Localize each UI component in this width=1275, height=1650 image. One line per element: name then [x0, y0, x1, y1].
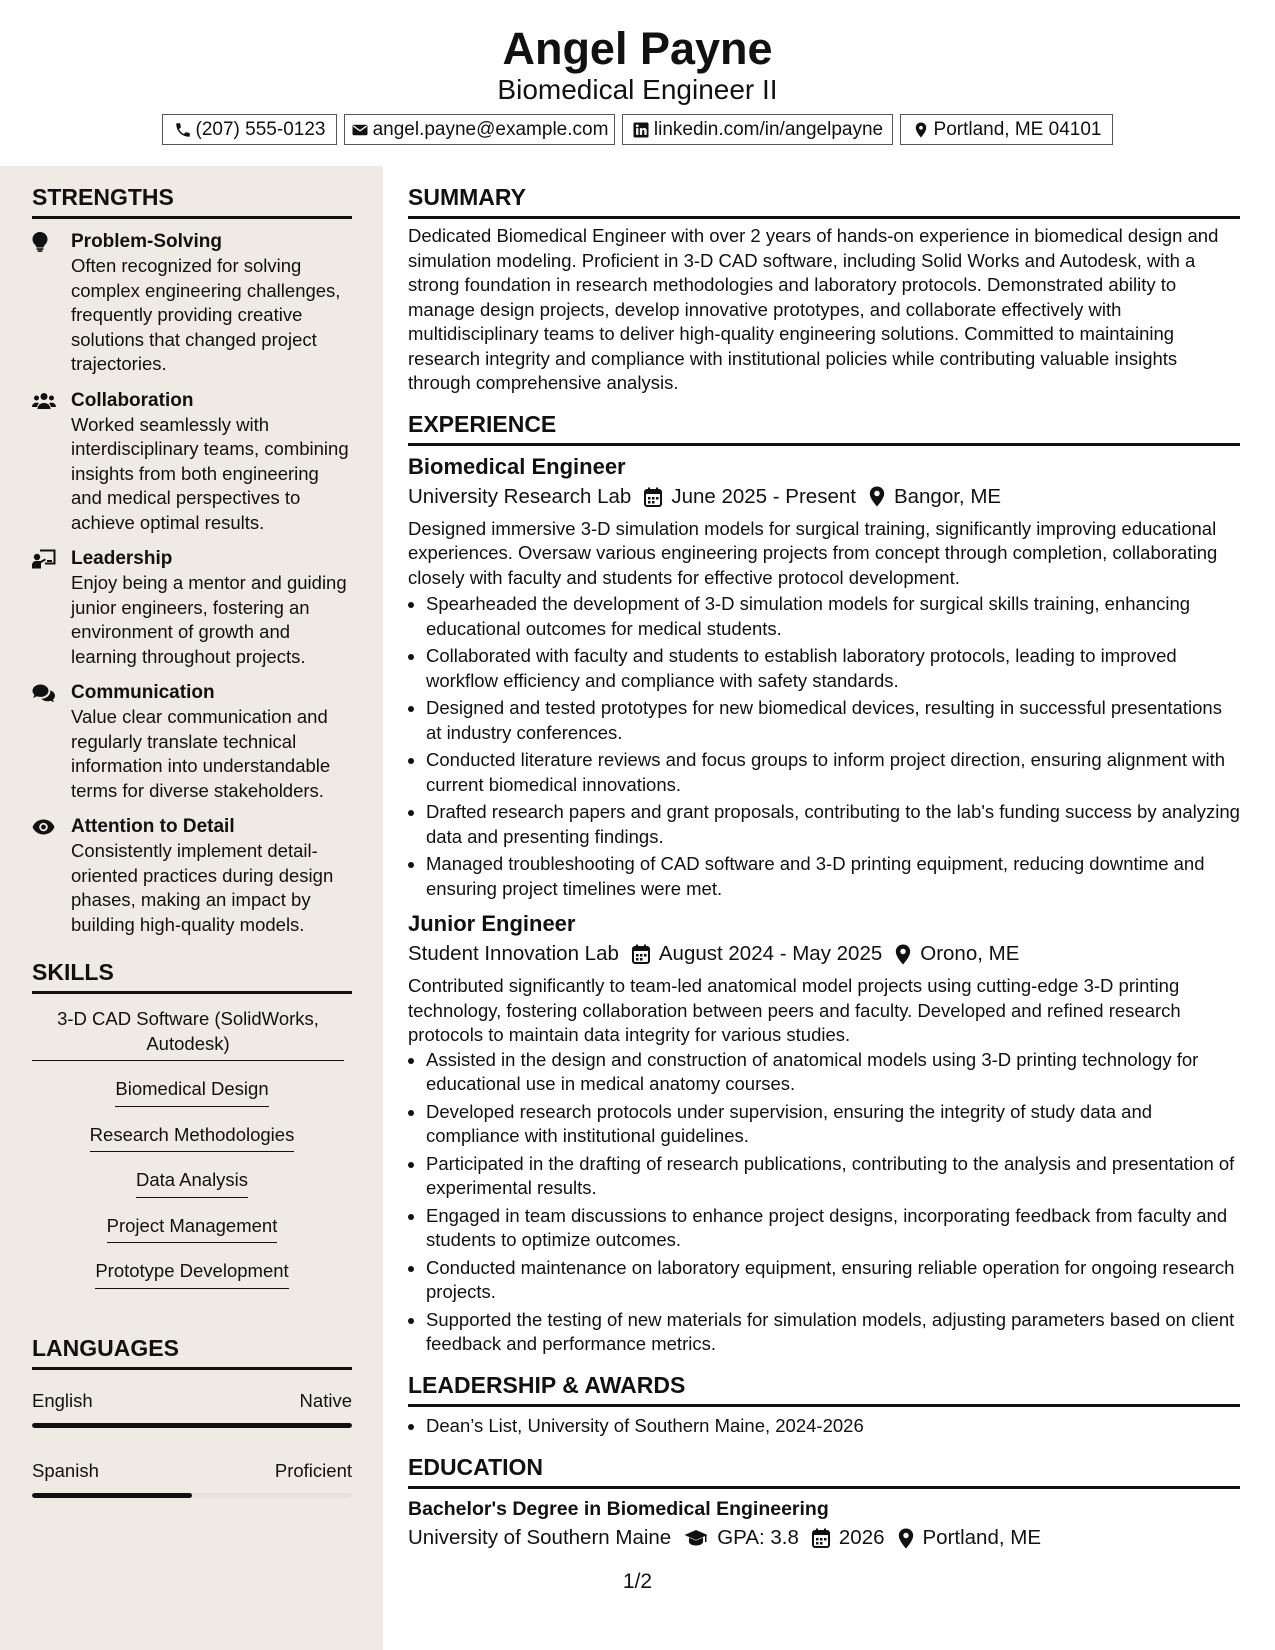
- strength-item: [32, 814, 352, 937]
- language-proficiency-fill: [32, 1423, 352, 1428]
- strength-item: [32, 229, 352, 377]
- strength-title: Problem-Solving: [71, 231, 222, 252]
- resume-header: [0, 0, 1275, 166]
- calendar-icon: [812, 1528, 830, 1548]
- skill-tag: Data Analysis: [136, 1168, 248, 1198]
- page-number: 1/2: [622, 1570, 653, 1593]
- job-dates: June 2025 - Present: [671, 484, 856, 508]
- contact-phone-text: (207) 555-0123: [195, 118, 326, 140]
- languages-section: [32, 1333, 352, 1498]
- skills-section: [32, 957, 352, 1289]
- contact-phone[interactable]: [162, 114, 337, 145]
- lightbulb-icon: [32, 232, 56, 252]
- strength-title: Communication: [71, 682, 215, 703]
- summary-text: Dedicated Biomedical Engineer with over 2 years of hands-on experience in biomedical design and simulation modeling. Proficient in 3-D CAD software, including Solid Works and Autodesk, with a strong foundation in research methodologies and laboratory protocols. Demonstrated ability to manage design projects, develop innovative prototypes, and collaborate effectively with multidisciplinary teams to deliver high-quality engineering solutions. Committed to maintaining research integrity and compliance with institutional policies while contributing valuable insights through comprehensive analysis.: [408, 225, 1219, 393]
- skills-heading: SKILLS: [32, 957, 352, 994]
- job-bullet: • Developed research protocols under supervision, ensuring the integrity of study data and compliance with institutional guidelines.: [426, 1100, 1240, 1149]
- skill-tag: Project Management: [107, 1214, 278, 1244]
- job-bullet: • Designed and tested prototypes for new biomedical devices, resulting in successful presentations at industry conferences.: [426, 696, 1240, 745]
- education-gpa: GPA: 3.8: [717, 1526, 799, 1549]
- candidate-name: Angel Payne: [502, 23, 773, 74]
- sidebar: [0, 166, 383, 1650]
- job-location: Bangor, ME: [893, 484, 1002, 508]
- language-name: Spanish: [32, 1459, 99, 1481]
- job-bullet: • Spearheaded the development of 3-D simulation models for surgical skills training, enhancing educational outcomes for medical students.: [426, 592, 1240, 641]
- job-bullets: [408, 1048, 1240, 1357]
- job-description: Contributed significantly to team-led anatomical model projects using cutting-edge 3-D printing technology, fostering collaboration between peers and faculty. Developed and refined research protocols to maintain data integrity for various studies.: [408, 975, 1181, 1045]
- main-content: [408, 166, 1240, 1552]
- experience-section: [408, 409, 1240, 1357]
- job-role: Biomedical Engineer: [408, 453, 626, 479]
- contact-linkedin[interactable]: [622, 114, 893, 145]
- strengths-section: [32, 182, 352, 937]
- language-level: Proficient: [274, 1459, 352, 1481]
- strength-item: [32, 680, 352, 803]
- education-location: Portland, ME: [922, 1526, 1041, 1549]
- job-bullet: • Managed troubleshooting of CAD software and 3-D printing equipment, reducing downtime and ensuring project timelines were met.: [426, 852, 1240, 901]
- strength-title: Leadership: [71, 548, 173, 569]
- strength-description: Value clear communication and regularly translate technical information into understandable terms for diverse stakeholders.: [71, 706, 331, 801]
- job-location: Orono, ME: [920, 942, 1020, 965]
- users-icon: [32, 391, 56, 411]
- job-bullet: • Conducted maintenance on laboratory equipment, ensuring reliable operation for ongoing research projects.: [426, 1256, 1240, 1305]
- language-proficiency-fill: [32, 1493, 192, 1498]
- linkedin-icon: [632, 121, 650, 139]
- job-entry: [408, 910, 1240, 1357]
- job-meta: [408, 940, 1240, 968]
- map-marker-icon: [869, 486, 885, 507]
- skill-tag: Biomedical Design: [115, 1077, 268, 1107]
- job-meta: [408, 483, 1240, 511]
- job-bullet: • Assisted in the design and construction of anatomical models using 3-D printing technology for educational use in medical anatomy courses.: [426, 1048, 1240, 1097]
- contact-location[interactable]: [900, 114, 1113, 145]
- skill-tag: Prototype Development: [95, 1259, 288, 1289]
- language-row: [32, 1389, 352, 1413]
- strength-title: Attention to Detail: [71, 816, 235, 837]
- calendar-icon: [632, 944, 650, 964]
- job-bullets: [408, 592, 1240, 901]
- award-item: • Dean’s List, University of Southern Maine, 2024-2026: [426, 1414, 1240, 1439]
- skill-tag: 3-D CAD Software (SolidWorks, Autodesk): [32, 1007, 344, 1061]
- education-section: [408, 1452, 1240, 1552]
- envelope-icon: [351, 121, 369, 139]
- strengths-heading: STRENGTHS: [32, 182, 352, 219]
- contact-email-text: angel.payne@example.com: [372, 118, 609, 140]
- language-item: [32, 1389, 352, 1428]
- skill-row: [32, 1214, 352, 1244]
- awards-heading: LEADERSHIP & AWARDS: [408, 1370, 1240, 1407]
- summary-heading: SUMMARY: [408, 182, 1240, 219]
- map-marker-icon: [912, 121, 930, 139]
- job-organization: University Research Lab: [408, 484, 632, 508]
- skills-list: [32, 1007, 352, 1289]
- language-name: English: [32, 1389, 93, 1411]
- education-meta: [408, 1524, 1240, 1552]
- job-entry: [408, 453, 1240, 902]
- contact-row: [0, 114, 1275, 145]
- strength-description: Consistently implement detail-oriented practices during design phases, making an impact by building high-quality models.: [71, 840, 334, 935]
- job-bullet: • Drafted research papers and grant proposals, contributing to the lab's funding success by analyzing data and presenting findings.: [426, 800, 1240, 849]
- strength-description: Worked seamlessly with interdisciplinary teams, combining insights from both engineering and medical perspectives to achieve optimal results.: [71, 413, 349, 533]
- phone-icon: [174, 121, 192, 139]
- sidebar-content: [32, 166, 352, 1498]
- education-heading: EDUCATION: [408, 1452, 1240, 1489]
- strength-item: [32, 388, 352, 536]
- language-level: Native: [299, 1389, 352, 1411]
- awards-list: [408, 1414, 1240, 1439]
- language-item: [32, 1459, 352, 1498]
- comments-icon: [32, 683, 56, 703]
- calendar-icon: [644, 487, 662, 507]
- job-organization: Student Innovation Lab: [408, 942, 619, 965]
- strength-description: Enjoy being a mentor and guiding junior engineers, fostering an environment of growth and learning throughout projects.: [71, 572, 347, 667]
- job-bullet: • Engaged in team discussions to enhance project designs, incorporating feedback from faculty and students to optimize outcomes.: [426, 1204, 1240, 1253]
- education-degree: Bachelor's Degree in Biomedical Engineering: [408, 1498, 829, 1520]
- contact-location-text: Portland, ME 04101: [933, 118, 1102, 140]
- language-row: [32, 1459, 352, 1483]
- job-dates: August 2024 - May 2025: [658, 942, 883, 965]
- education-year: 2026: [838, 1526, 885, 1549]
- job-bullet: • Supported the testing of new materials for simulation models, adjusting parameters based on client feedback and performance metrics.: [426, 1308, 1240, 1357]
- languages-heading: LANGUAGES: [32, 1333, 352, 1370]
- skill-row: [32, 1123, 352, 1153]
- skill-tag: Research Methodologies: [90, 1123, 295, 1153]
- strength-item: [32, 546, 352, 669]
- awards-section: [408, 1370, 1240, 1439]
- eye-icon: [32, 817, 56, 837]
- job-bullet: • Collaborated with faculty and students to establish laboratory protocols, leading to improved workflow efficiency and compliance with safety standards.: [426, 644, 1240, 693]
- skill-row: [32, 1007, 352, 1061]
- strength-description: Often recognized for solving complex engineering challenges, frequently providing creative solutions that changed project trajectories.: [71, 255, 341, 374]
- chalkboard-teacher-icon: [32, 549, 56, 569]
- strength-title: Collaboration: [71, 389, 194, 411]
- map-marker-icon: [895, 944, 911, 965]
- map-marker-icon: [898, 1528, 914, 1549]
- job-bullet: • Conducted literature reviews and focus groups to inform project direction, ensuring alignment with current biomedical innovations.: [426, 748, 1240, 797]
- graduation-cap-icon: [684, 1529, 708, 1547]
- contact-email[interactable]: [344, 114, 615, 145]
- contact-linkedin-text: linkedin.com/in/angelpayne: [653, 118, 884, 140]
- language-proficiency-bar: [32, 1493, 352, 1498]
- skill-row: [32, 1168, 352, 1198]
- job-bullet: • Participated in the drafting of research publications, contributing to the analysis and presentation of experimental results.: [426, 1152, 1240, 1201]
- job-role: Junior Engineer: [408, 911, 576, 936]
- skill-row: [32, 1259, 352, 1289]
- job-description: Designed immersive 3-D simulation models for surgical training, significantly improving educational experiences. Oversaw various engineering projects from concept through completion, collaborating closely with faculty and students for effective protocol development.: [408, 517, 1218, 588]
- summary-section: [408, 182, 1240, 396]
- experience-heading: EXPERIENCE: [408, 409, 1240, 446]
- candidate-title: Biomedical Engineer II: [497, 74, 778, 105]
- education-school: University of Southern Maine: [408, 1526, 672, 1549]
- language-proficiency-bar: [32, 1423, 352, 1428]
- skill-row: [32, 1077, 352, 1107]
